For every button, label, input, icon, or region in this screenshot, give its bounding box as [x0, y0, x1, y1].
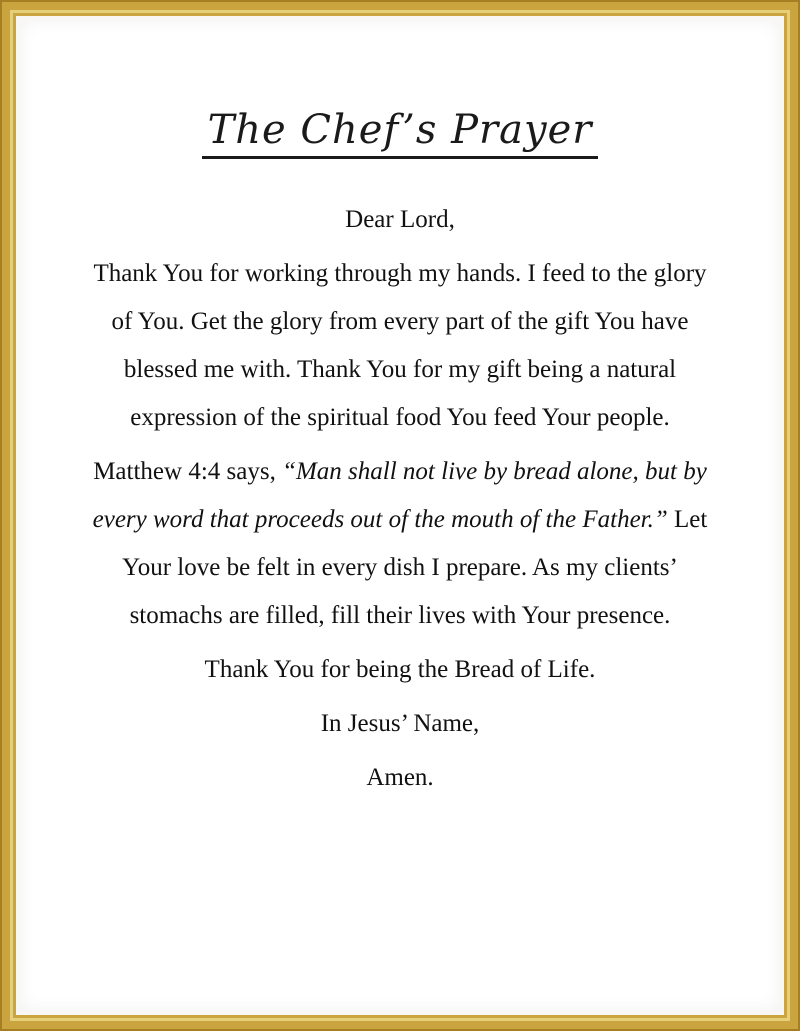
scripture-lead: Matthew 4:4 says,	[93, 458, 283, 485]
scripture-quote: “Man shall not live by bread alone, but by every word that proceeds out of the mouth of the Father.”	[92, 458, 707, 533]
closing-line: In Jesus’ Name,	[320, 710, 480, 737]
scripture-rest: Let Your love be felt in every dish I prepare. As my clients’ stomachs are filled, fill their lives with Your presence.	[122, 506, 708, 629]
salutation: Dear Lord,	[345, 206, 455, 233]
prayer-body	[90, 196, 710, 808]
bread-of-life-line: Thank You for being the Bread of Life.	[204, 656, 596, 683]
paragraph-thanks-hands: Thank You for working through my hands. I feed to the glory of You. Get the glory from every part of the gift You have blessed me with. Thank You for my gift being a natural expression of the spiritual food You feed Your people.	[93, 260, 707, 431]
paragraph-scripture	[90, 448, 710, 640]
title-container	[20, 108, 780, 159]
amen-line: Amen.	[366, 764, 434, 791]
prayer-title: The Chef’s Prayer	[202, 108, 599, 159]
prayer-card	[20, 20, 780, 1011]
